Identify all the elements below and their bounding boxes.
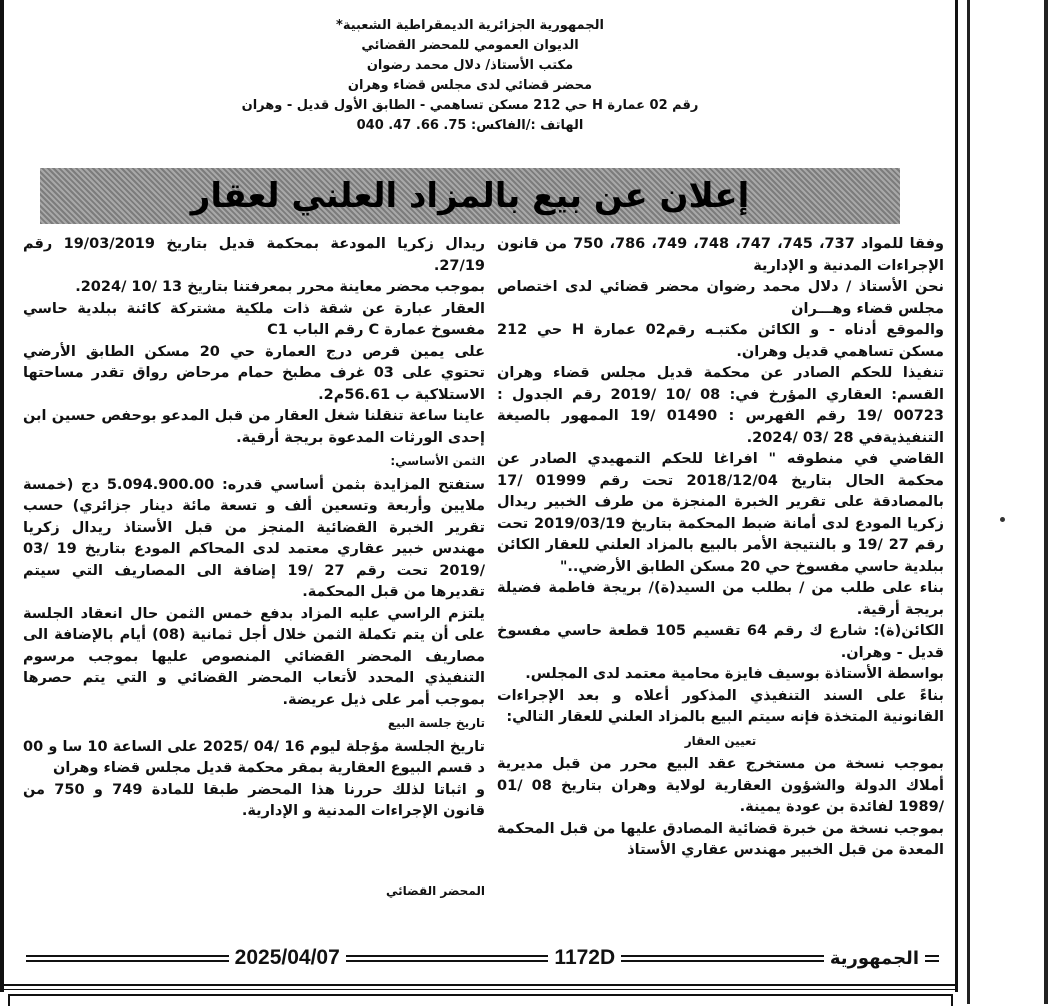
paragraph: بواسطة الأستاذة بوسيف فايزة محامية معتمد لدى المجلس.: [525, 666, 944, 682]
header-line-court: محضر قضائي لدى مجلس قضاء وهران: [347, 78, 593, 93]
paragraph: والموقع أدناه - و الكائن مكتبـه رقم02 عمارة H حي 212 مسكن تساهمي قديل وهران.: [497, 322, 944, 360]
paragraph: وفقا للمواد 737، 745، 747، 748، 749، 786، 750 من قانون الإجراءات المدنية و الإدارية: [497, 236, 944, 274]
announcement-title: إعلان عن بيع بالمزاد العلني لعقار: [190, 176, 750, 216]
paragraph: بموجب محضر معاينة محرر بمعرفتنا بتاريخ 13 /10 /2024.: [75, 279, 485, 295]
paragraph: القاضي في منطوقه " افراغا للحكم التمهيدي الصادر عن محكمة الحال بتاريخ 2018/12/04 تحت رقم 01999 /17 بالمصادقة على تقرير الخبرة المنجزة من طرف الخبير ريدال زكريا المودع لدى أمانة ضبط المحكمة بتاريخ 2019/03/19 تحت رقم 27 /19 و بالنتيجة الأمر بالبيع بالمزاد العلني للعقار الكائن ببلدية حاسي مفسوخ حي 20 مسكن الطابق الأرضي..": [497, 451, 944, 575]
footer-rule: [26, 955, 229, 962]
page-footer: [20, 944, 945, 972]
header-line-phone: الهاتف :/الفاكس: 75. 66. 47. 040: [356, 118, 584, 133]
text-column-left: [23, 234, 485, 924]
paragraph: بناء على طلب من / بطلب من السيد(ة)/ بريجة فاطمة فضيلة بريجة أرقية.: [497, 580, 944, 618]
paragraph: يلتزم الراسي عليه المزاد بدفع خمس الثمن حال انعقاد الجلسة على أن يتم تكملة الثمن خلال أجل ثمانية (08) أيام بالإضافة الى مصاريف المحضر القضائي المنصوص عليها بموجب مرسوم التنفيذي المحدد لأتعاب المحضر القضائي و التي يتم حصرها بموجب أمر على ذيل عريضة.: [23, 605, 485, 708]
issue-date: 2025/04/07: [234, 946, 340, 969]
paragraph: العقار عبارة عن شقة ذات ملكية مشتركة كائنة ببلدية حاسي مفسوخ عمارة C رقم الباب C1: [23, 300, 485, 338]
issuer-header: [30, 16, 910, 136]
paragraph: ستفتح المزايدة بثمن أساسي قدره: 5.094.900.00 دج (خمسة ملايين وأربعة وتسعين ألف و تسعة مائة دينار جزائري) حسب تقرير الخبرة القضائية المنجز من قبل الأستاذ ريدال زكريا مهندس خبير عقاري معتمد لدى المحاكم المودع بتاريخ 19 /03 /2019 تحت رقم 27 /19 إضافة الى المصاريف التي سيتم تقديرها من قبل المحكمة.: [23, 476, 485, 600]
section-heading-base-price: الثمن الأساسي:: [390, 454, 485, 468]
title-banner: [40, 168, 900, 224]
footer-rule: [346, 955, 549, 962]
paragraph: بموجب نسخة من مستخرج عقد البيع محرر من قبل مديرية أملاك الدولة والشؤون العقارية لولاية وهران بتاريخ 08 /01 /1989 لفائدة بن عودة يمينة.: [497, 756, 944, 815]
paragraph: و اثباتا لذلك حررنا هذا المحضر طبقا للمادة 749 و 750 من قانون الإجراءات المدنية و الإدارية.: [23, 781, 485, 819]
scan-speck: [1000, 517, 1005, 522]
paragraph: تنفيذا للحكم الصادر عن محكمة قديل مجلس قضاء وهران القسم: العقاري المؤرخ في: 08 /10 /2019 رقم الجدول : 00723 /19 رقم الفهرس : 01490 /19 الممهور بالصيغة التنفيذيةفي 28 /03 /2024.: [497, 365, 944, 446]
header-line-address: رقم 02 عمارة H حي 212 مسكن تساهمي - الطابق الأول قديل - وهران: [241, 98, 699, 113]
adjacent-page-border: [1044, 0, 1048, 1004]
newspaper-logo: الجمهورية: [829, 947, 919, 969]
text-column-right: [497, 234, 944, 924]
paragraph: على يمين قرص درج العمارة حي 20 مسكن الطابق الأرضي تحتوي على 03 غرف مطبخ حمام مرحاض رواق تقدر مساحتها الاستلاكية ب 56.61م2.: [23, 343, 485, 403]
paragraph: بناءً على السند التنفيذي المذكور أعلاه و بعد الإجراءات القانونية المتخذة فإنه سيتم البيع بالمزاد العلني للعقار التالي:: [497, 687, 944, 725]
paragraph: بموجب نسخة من خبرة قضائية المصادق عليها من قبل المحكمة المعدة من قبل الخبير مهندس عقاري الأستاذ: [497, 820, 944, 858]
section-heading-property: تعيين العقار: [684, 733, 757, 748]
paragraph: نحن الأستاذ / دلال محمد رضوان محضر قضائي لدى اختصاص مجلس قضاء وهـــران: [497, 279, 944, 317]
next-ad-border: [8, 994, 953, 1006]
paragraph: الكائن(ة): شارع ك رقم 64 تقسيم 105 قطعة حاسي مفسوخ قديل - وهران.: [497, 623, 944, 661]
header-line-republic: الجمهورية الجزائرية الديمقراطية الشعبية*: [336, 18, 604, 33]
paragraph: تاريخ الجلسة مؤجلة ليوم 16 /04 /2025 على الساعة 10 سا و 00 د قسم البيوع العقارية بمقر محكمة قديل مجلس قضاء وهران: [23, 738, 485, 776]
header-line-office: الديوان العمومي للمحضر القضائي: [361, 38, 579, 53]
paragraph: ريدال زكريا المودعة بمحكمة قديل بتاريخ 19/03/2019 رقم 27/19.: [23, 236, 485, 274]
bottom-rule: [4, 984, 955, 990]
footer-rule: [621, 955, 824, 962]
ad-number: 1172D: [554, 946, 616, 969]
adjacent-page-edge: [967, 0, 970, 1004]
section-heading-session-date: تاريخ جلسة البيع: [387, 716, 485, 730]
footer-rule: [925, 955, 939, 962]
signature-label: المحضر القضائي: [385, 883, 485, 898]
header-line-bailiff: مكتب الأستاذ/ دلال محمد رضوان: [366, 58, 574, 73]
paragraph: عاينا ساعة تنقلنا شغل العقار من قبل المدعو بوحفص حسين ابن إحدى الورثات المدعوة بريجة أرقية.: [23, 408, 485, 446]
